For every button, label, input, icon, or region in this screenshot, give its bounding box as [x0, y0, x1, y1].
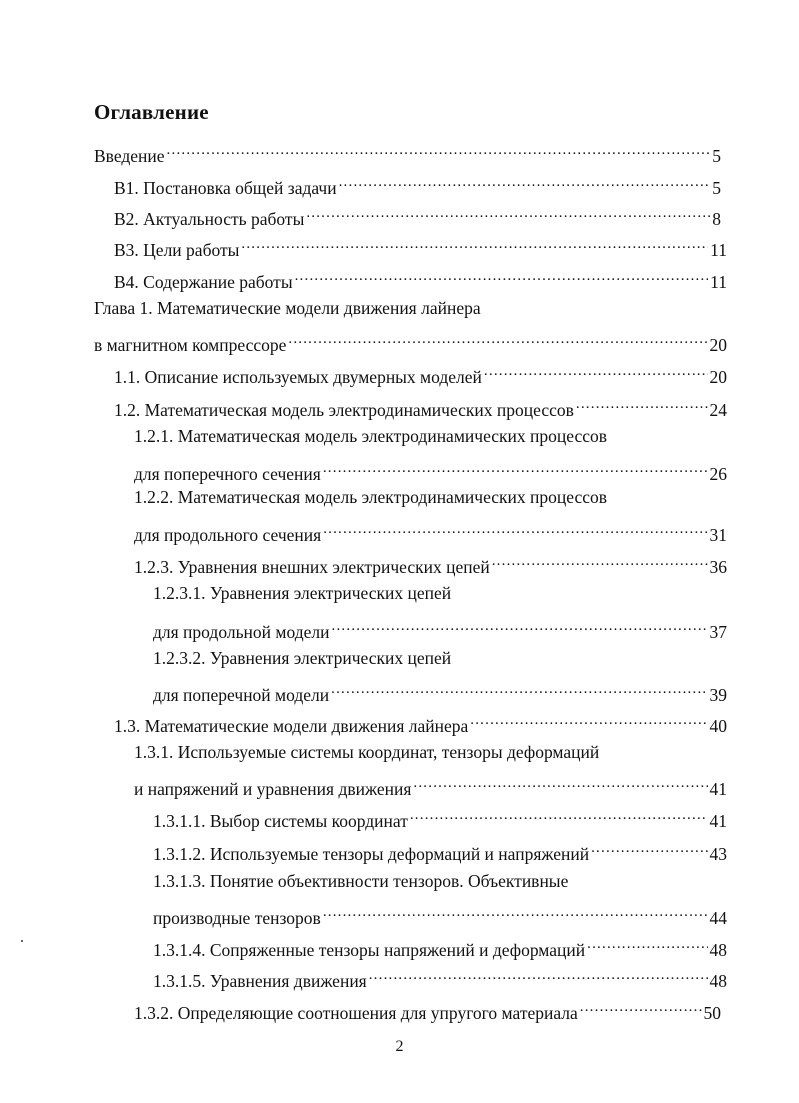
toc-entry[interactable]	[94, 296, 481, 320]
toc-entry-page: 11	[710, 272, 727, 292]
toc-entry-page: 50	[703, 1003, 721, 1023]
toc-entry-title: 1.3.1.3. Понятие объективности тензоров. Объективные	[153, 871, 569, 891]
toc-entry[interactable]	[114, 359, 727, 387]
toc-leader-dots	[369, 963, 708, 987]
toc-entry[interactable]	[114, 392, 727, 420]
toc-leader-dots	[484, 359, 708, 383]
toc-entry-page: 48	[709, 940, 727, 960]
toc-leader-dots	[580, 995, 702, 1019]
toc-entry[interactable]	[94, 138, 721, 166]
toc-entry-page: 5	[712, 178, 721, 198]
toc-entry-title: 1.1. Описание используемых двумерных моделей	[114, 367, 482, 387]
toc-entry-page: 43	[709, 844, 727, 864]
toc-leader-dots	[323, 517, 707, 541]
toc-leader-dots	[332, 614, 708, 638]
toc-leader-dots	[576, 392, 708, 416]
toc-leader-dots	[323, 456, 708, 480]
toc-entry-title: 1.3.2. Определяющие соотношения для упругого материала	[134, 1003, 578, 1023]
toc-entry-page: 41	[709, 811, 727, 831]
page-number: 2	[395, 1038, 404, 1055]
toc-entry-title: для поперечной модели	[153, 685, 330, 705]
toc-entry-title: 1.3.1.1. Выбор системы координат	[153, 811, 408, 831]
toc-entry-page: 41	[709, 779, 727, 799]
toc-leader-dots	[470, 708, 707, 732]
toc-entry-title: Введение	[94, 146, 165, 166]
toc-entry[interactable]	[114, 232, 727, 260]
toc-entry-title: 1.2.1. Математическая модель электродинамических процессов	[134, 426, 608, 446]
scan-speck	[21, 940, 23, 942]
toc-heading: Оглавление	[94, 100, 209, 124]
toc-entry-page: 44	[709, 908, 727, 928]
toc-entry-title: 1.3.1. Используемые системы координат, тензоры деформаций	[134, 742, 600, 762]
toc-entry-title: в магнитном компрессоре	[94, 335, 287, 355]
toc-entry-title: 1.2.2. Математическая модель электродинамических процессов	[134, 487, 608, 507]
toc-leader-dots	[339, 170, 711, 194]
toc-entry-title: для продольного сечения	[134, 525, 322, 545]
toc-leader-dots	[492, 549, 708, 573]
toc-entry[interactable]	[114, 201, 721, 229]
toc-entry-title: 1.3. Математические модели движения лайнера	[114, 716, 469, 736]
toc-leader-dots	[288, 327, 707, 351]
toc-entry-title: Глава 1. Математические модели движения лайнера	[94, 298, 481, 318]
toc-entry-page: 24	[709, 400, 727, 420]
toc-entry-page: 20	[709, 335, 727, 355]
toc-leader-dots	[591, 836, 707, 860]
toc-entry-page: 5	[712, 146, 721, 166]
toc-entry-page: 8	[712, 209, 721, 229]
toc-entry-title: для продольной модели	[153, 622, 330, 642]
toc-entry[interactable]	[114, 170, 721, 198]
toc-entry-page: 48	[709, 971, 727, 991]
toc-leader-dots	[410, 803, 708, 827]
toc-entry-title: В3. Цели работы	[114, 240, 240, 260]
toc-entry-title: В2. Актуальность работы	[114, 209, 305, 229]
toc-entry[interactable]	[153, 803, 727, 831]
toc-entry-page: 37	[709, 622, 727, 642]
toc-leader-dots	[295, 264, 709, 288]
toc-entry[interactable]	[134, 995, 721, 1023]
toc-entry-title: 1.2. Математическая модель электродинамических процессов	[114, 400, 574, 420]
toc-entry-title: 1.3.1.4. Сопряженные тензоры напряжений и деформаций	[153, 940, 586, 960]
toc-entry-title: 1.2.3.2. Уравнения электрических цепей	[153, 648, 452, 668]
toc-entry[interactable]	[153, 677, 727, 705]
toc-entry-page: 40	[709, 716, 727, 736]
toc-entry[interactable]	[134, 517, 727, 545]
toc-entry[interactable]	[153, 836, 727, 864]
toc-entry[interactable]	[153, 581, 451, 605]
toc-leader-dots	[241, 232, 708, 256]
toc-entry-page: 39	[709, 685, 727, 705]
toc-entry-page: 26	[709, 464, 727, 484]
toc-entry[interactable]	[153, 614, 727, 642]
toc-leader-dots	[323, 900, 708, 924]
toc-entry[interactable]	[134, 771, 727, 799]
toc-entry-title: 1.2.3. Уравнения внешних электрических цепей	[134, 557, 490, 577]
toc-leader-dots	[167, 138, 711, 162]
toc-entry[interactable]	[153, 869, 568, 893]
toc-entry[interactable]	[114, 264, 727, 292]
toc-entry-page: 36	[709, 557, 727, 577]
toc-leader-dots	[587, 932, 707, 956]
toc-entry-title: В4. Содержание работы	[114, 272, 293, 292]
toc-entry-title: 1.3.1.5. Уравнения движения	[153, 971, 367, 991]
toc-entry-page: 31	[709, 525, 727, 545]
toc-entry[interactable]	[94, 327, 727, 355]
toc-entry[interactable]	[153, 900, 727, 928]
toc-entry[interactable]	[134, 549, 727, 577]
toc-entry[interactable]	[134, 424, 607, 448]
toc-entry-title: и напряжений и уравнения движения	[134, 779, 412, 799]
toc-entry-title: 1.2.3.1. Уравнения электрических цепей	[153, 583, 452, 603]
toc-leader-dots	[413, 771, 707, 795]
toc-entry-page: 20	[709, 367, 727, 387]
toc-entry-title: 1.3.1.2. Используемые тензоры деформаций и напряжений	[153, 844, 590, 864]
toc-entry-title: для поперечного сечения	[134, 464, 321, 484]
toc-entry[interactable]	[134, 456, 727, 484]
toc-entry[interactable]	[153, 646, 451, 670]
toc-entry[interactable]	[153, 932, 727, 960]
toc-entry-title: В1. Постановка общей задачи	[114, 178, 337, 198]
toc-entry[interactable]	[153, 963, 727, 991]
toc-entry-page: 11	[710, 240, 727, 260]
toc-leader-dots	[306, 201, 710, 225]
toc-entry[interactable]	[134, 740, 599, 764]
toc-entry-title: производные тензоров	[153, 908, 321, 928]
toc-entry[interactable]	[134, 485, 607, 509]
toc-leader-dots	[331, 677, 707, 701]
toc-entry[interactable]	[114, 708, 727, 736]
